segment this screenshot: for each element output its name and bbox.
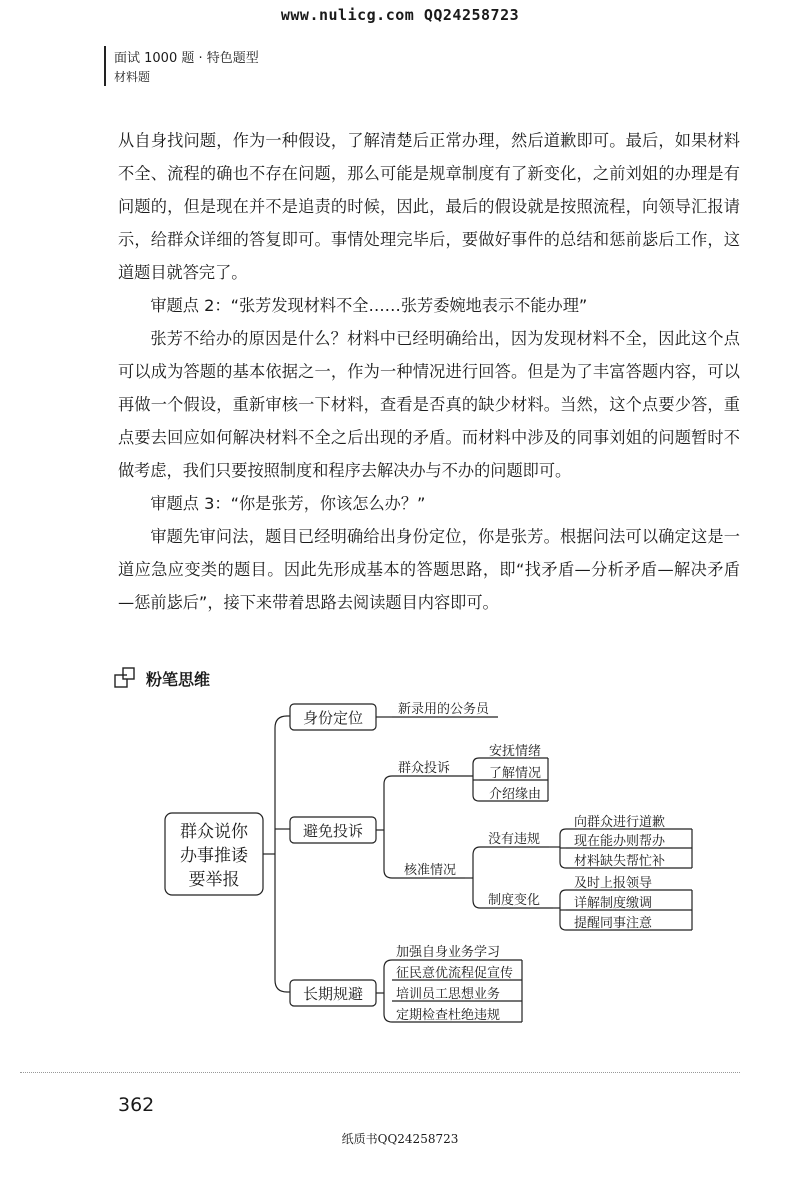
leaf-explain: 介绍缘由 (489, 787, 542, 802)
paragraph-2: 审题点 2：“张芳发现材料不全……张芳委婉地表示不能办理” (150, 296, 588, 315)
leaf-inspect: 定期检查杜绝违规 (396, 1008, 501, 1023)
leaf-new-civil-servant: 新录用的公务员 (398, 702, 490, 717)
paragraph-4: 审题点 3：“你是张芳，你该怎么办？” (150, 494, 426, 513)
scan-artifact-line (20, 1072, 740, 1077)
page-number: 362 (118, 1094, 155, 1116)
leaf-remind: 提醒同事注意 (574, 916, 653, 931)
sub-no-violation: 没有违规 (488, 832, 541, 847)
leaf-help-now: 现在能办则帮办 (574, 834, 666, 849)
leaf-study: 加强自身业务学习 (396, 945, 501, 960)
section-title: 粉笔思维 (146, 670, 211, 689)
bottom-watermark: 纸质书QQ24258723 (341, 1132, 459, 1146)
leaf-optimize: 征民意优流程促宣传 (396, 966, 514, 981)
leaf-understand: 了解情况 (489, 766, 542, 781)
root-line-3: 要举报 (188, 870, 240, 890)
header-subtitle: 材料题 (114, 70, 151, 84)
sub-verify: 核准情况 (404, 863, 457, 878)
header-title: 面试 1000 题 · 特色题型 (114, 51, 259, 66)
paragraph-3: 张芳不给办的原因是什么？材料中已经明确给出，因为发现材料不全，因此这个点可以成为答题的基本依据之一，作为一种情况进行回答。但是为了丰富答题内容，可以再做一个假设，重新审核一下材料，查看是否真的缺少材料。当然，这个点要少答，重点要去回应如何解决材料不全之后出现的矛盾。而材料中涉及的同事刘姐的问题暂时不做考虑，我们只要按照制度和程序去解决办与不办的问题即可。 (118, 329, 740, 480)
branch-avoid-complaint: 避免投诉 (302, 822, 364, 840)
paragraph-1: 从自身找问题，作为一种假设，了解清楚后正常办理，然后道歉即可。最后，如果材料不全、流程的确也不存在问题，那么可能是规章制度有了新变化，之前刘姐的办理是有问题的，但是现在并不是追责的时候，因此，最后的假设就是按照流程，向领导汇报请示，给群众详细的答复即可。事情处理完毕后，要做好事件的总结和惩前毖后工作，这道题目就答完了。 (118, 131, 740, 282)
leaf-calm-emotion: 安抚情绪 (489, 744, 542, 759)
leaf-apologize: 向群众进行道歉 (574, 815, 666, 830)
leaf-training: 培训员工思想业务 (396, 987, 501, 1002)
sub-policy-change: 制度变化 (488, 893, 541, 908)
root-line-2: 办事推诿 (180, 846, 248, 866)
branch-long-term: 长期规避 (302, 985, 364, 1003)
sub-complaint: 群众投诉 (398, 761, 451, 776)
top-watermark: www.nulicg.com QQ24258723 (280, 6, 520, 24)
leaf-report: 及时上报领导 (574, 876, 653, 891)
branch-identity: 身份定位 (302, 709, 364, 727)
leaf-explain-policy: 详解制度缴调 (574, 896, 653, 911)
leaf-supplement: 材料缺失帮忙补 (574, 854, 666, 869)
paragraph-5: 审题先审问法，题目已经明确给出身份定位，你是张芳。根据问法可以确定这是一道应急应变类的题目。因此先形成基本的答题思路，即“找矛盾—分析矛盾—解决矛盾—惩前毖后”，接下来带着思路去阅读题目内容即可。 (118, 527, 740, 612)
root-line-1: 群众说你 (180, 822, 248, 842)
